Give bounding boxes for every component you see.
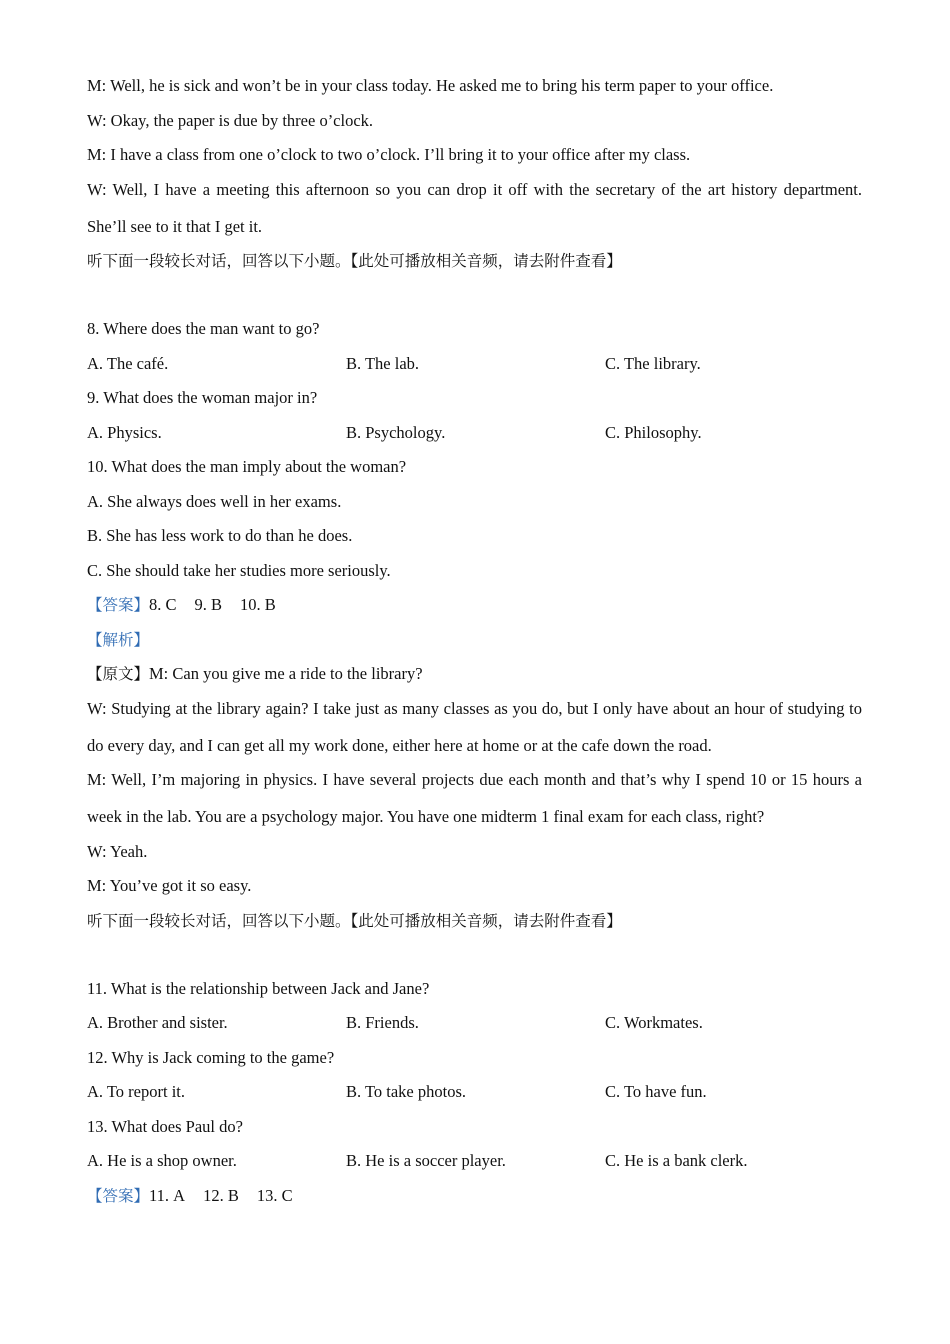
option-c: C. She should take her studies more seriously. [87,560,391,580]
question-11: 11. What is the relationship between Jack and Jane? [87,978,430,998]
answer-value: 8. C [149,595,177,614]
answer-tag: 【答案】 [87,1186,150,1205]
option-a: A. She always does well in her exams. [87,491,342,511]
question-11-options [87,1013,862,1033]
transcript-line: week in the lab. You are a psychology major. You have one midterm 1 final exam for each class, right? [87,807,765,826]
answer-value: 13. C [256,1185,293,1205]
document-page [87,76,862,1206]
question-9: 9. What does the woman major in? [87,388,318,407]
answer-value: 12. B [203,1185,239,1205]
option-c: C. Philosophy. [605,422,702,442]
question-8-options [87,354,862,374]
answer-value: 9. B [194,595,223,614]
option-a: A. Physics. [87,422,162,442]
answer-value: 11. A [149,1185,186,1205]
question-12: 12. Why is Jack coming to the game? [87,1047,335,1067]
transcript-line: She’ll see to it that I get it. [87,216,263,236]
answer-tag: 【答案】 [87,596,150,614]
transcript-line: M: You’ve got it so easy. [87,876,252,895]
option-a: A. The café. [87,353,169,373]
option-b: B. Psychology. [346,422,446,442]
analysis-tag: 【解析】 [87,630,150,649]
answer-value: 10. B [240,595,276,614]
option-c: C. To have fun. [605,1082,707,1101]
original-tag: 【原文】 [87,665,150,683]
transcript-line: M: I have a class from one o’clock to two o’clock. I’ll bring it to your office after my class. [87,145,691,164]
option-b: B. To take photos. [346,1082,466,1101]
listening-instruction: 听下面一段较长对话，回答以下小题。【此处可播放相关音频，请去附件查看】 [87,911,622,930]
question-10: 10. What does the man imply about the woman? [87,457,407,476]
option-c: C. He is a bank clerk. [605,1151,748,1170]
option-c: C. Workmates. [605,1013,703,1032]
option-a: A. Brother and sister. [87,1013,228,1032]
transcript-line: W: Well, I have a meeting this afternoon so you can drop it off with the secretary of the art history department. [87,179,862,199]
option-c: C. The library. [605,353,701,373]
option-a: A. To report it. [87,1082,185,1101]
transcript-line: W: Studying at the library again? I take just as many classes as you do, but I only have about an hour of studying to [87,698,862,718]
analysis-line [87,630,862,650]
transcript-line: M: Can you give me a ride to the library? [149,664,423,683]
answer-line [87,595,862,615]
listening-instruction: 听下面一段较长对话，回答以下小题。【此处可播放相关音频，请去附件查看】 [87,252,622,270]
original-text-line [87,664,862,684]
transcript-line: W: Yeah. [87,841,148,861]
question-13: 13. What does Paul do? [87,1116,243,1136]
option-b: B. Friends. [346,1013,419,1032]
option-a: A. He is a shop owner. [87,1151,237,1170]
transcript-line: do every day, and I can get all my work done, either here at home or at the cafe down the road. [87,735,712,755]
question-9-options [87,423,862,443]
transcript-line: M: Well, he is sick and won’t be in your class today. He asked me to bring his term paper to your office. [87,76,774,95]
answer-line [87,1186,862,1206]
question-8: 8. Where does the man want to go? [87,319,320,338]
option-b: B. She has less work to do than he does. [87,526,353,545]
transcript-line: M: Well, I’m majoring in physics. I have several projects due each month and that’s why I spend 10 or 15 hours a [87,770,862,789]
option-b: B. He is a soccer player. [346,1151,506,1170]
option-b: B. The lab. [346,353,420,373]
question-13-options [87,1151,862,1171]
question-12-options [87,1082,862,1102]
transcript-line: W: Okay, the paper is due by three o’clock. [87,110,374,130]
